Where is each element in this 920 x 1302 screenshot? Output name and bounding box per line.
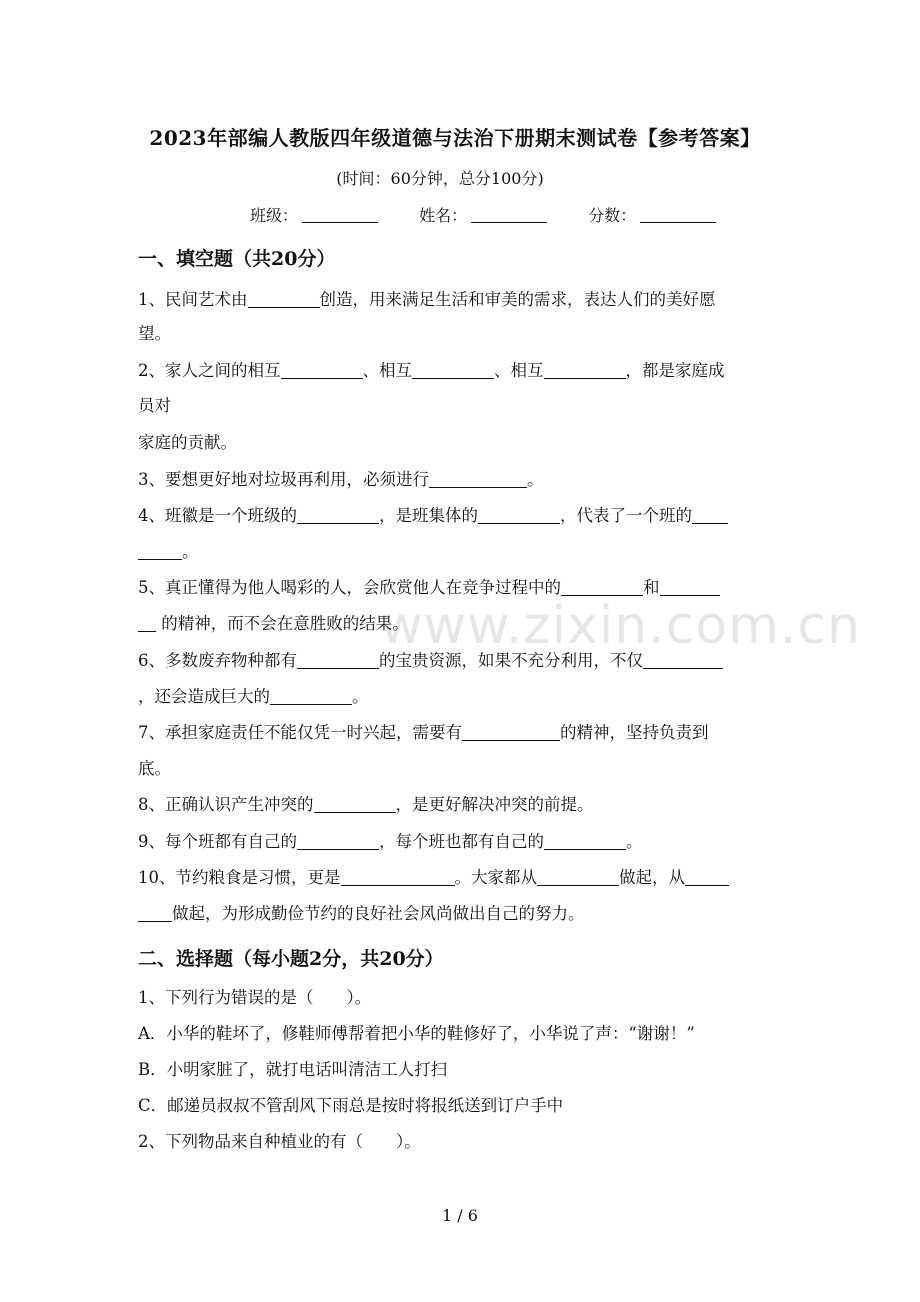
- score-blank[interactable]: [640, 208, 716, 223]
- answer-blank[interactable]: [138, 903, 172, 922]
- answer-blank[interactable]: [544, 360, 626, 379]
- name-blank[interactable]: [471, 208, 547, 223]
- question-1-line-2: 望。: [138, 324, 171, 343]
- answer-blank[interactable]: [561, 577, 643, 596]
- choice-1-option-b[interactable]: B．小明家脏了，就打电话叫清洁工人打扫: [138, 1060, 448, 1079]
- question-2-line-2: 员对: [138, 396, 171, 415]
- question-6-line-1: 6、多数废弃物种都有 的宝贵资源，如果不充分利用，不仅: [138, 643, 723, 679]
- question-1-line-1: 1、民间艺术由 创造，用来满足生活和审美的需求，表达人们的美好愿: [138, 290, 716, 309]
- question-2-line-1: 2、家人之间的相互 、相互 、相互 ，都是家庭成: [138, 361, 725, 380]
- answer-blank[interactable]: [297, 505, 379, 524]
- answer-blank[interactable]: [281, 360, 363, 379]
- choice-1-option-c[interactable]: C．邮递员叔叔不管刮风下雨总是按时将报纸送到订户手中: [138, 1096, 564, 1115]
- answer-blank[interactable]: [462, 722, 560, 741]
- student-info-row: [250, 203, 752, 226]
- answer-blank[interactable]: [685, 867, 729, 886]
- class-field: 班级：: [250, 203, 378, 226]
- question-10-line-2: 做起，为形成勤俭节约的良好社会风尚做出自己的努力。: [138, 896, 585, 932]
- question-10-line-1: 10、节约粮食是习惯，更是 。大家都从 做起，从: [138, 860, 729, 896]
- question-6-line-2: ，还会造成巨大的 。: [138, 687, 369, 706]
- question-3: 3、要想更好地对垃圾再利用，必须进行 。: [138, 470, 544, 489]
- section-heading-multiple-choice: 二、选择题（每小题2分，共20分）: [138, 948, 444, 970]
- choice-question-1: 1、下列行为错误的是（ ）。: [138, 988, 372, 1007]
- answer-blank[interactable]: [270, 686, 352, 705]
- answer-blank[interactable]: [412, 360, 494, 379]
- answer-blank[interactable]: [537, 867, 619, 886]
- answer-blank[interactable]: [314, 794, 396, 813]
- answer-blank[interactable]: [138, 541, 182, 560]
- watermark: www.zixin.com.cn: [380, 596, 861, 656]
- question-7-line-1: 7、承担家庭责任不能仅凭一时兴起，需要有 的精神，坚持负责到: [138, 723, 709, 742]
- class-blank[interactable]: [302, 208, 378, 223]
- answer-blank[interactable]: [341, 867, 455, 886]
- score-field: 分数：: [588, 203, 716, 226]
- answer-blank[interactable]: [429, 469, 527, 488]
- answer-blank[interactable]: [138, 613, 156, 632]
- exam-time-note: (时间：60分钟，总分100分): [336, 169, 544, 188]
- answer-blank[interactable]: [660, 577, 720, 596]
- answer-blank[interactable]: [692, 505, 728, 524]
- answer-blank[interactable]: [544, 831, 626, 850]
- name-field: 姓名：: [419, 203, 547, 226]
- page-number: 1 / 6: [442, 1206, 478, 1225]
- answer-blank[interactable]: [297, 650, 379, 669]
- answer-blank[interactable]: [297, 831, 379, 850]
- section-heading-fill-blank: 一、填空题（共20分）: [138, 248, 336, 270]
- question-5-line-1: 5、真正懂得为他人喝彩的人，会欣赏他人在竞争过程中的 和: [138, 570, 720, 606]
- answer-blank[interactable]: [478, 505, 560, 524]
- choice-1-option-a[interactable]: A．小华的鞋坏了，修鞋师傅帮着把小华的鞋修好了，小华说了声：“谢谢！”: [138, 1024, 695, 1043]
- question-2-line-3: 家庭的贡献。: [138, 433, 237, 452]
- question-8: 8、正确认识产生冲突的 ，是更好解决冲突的前提。: [138, 795, 594, 814]
- page-title: 2023年部编人教版四年级道德与法治下册期末测试卷【参考答案】: [149, 126, 761, 150]
- answer-blank[interactable]: [248, 289, 320, 308]
- choice-question-2: 2、下列物品来自种植业的有（ ）。: [138, 1132, 421, 1151]
- question-5-line-2: 的精神，而不会在意胜败的结果。: [138, 606, 409, 642]
- question-7-line-2: 底。: [138, 759, 171, 778]
- answer-blank[interactable]: [643, 650, 723, 669]
- question-9: 9、每个班都有自己的 ，每个班也都有自己的 。: [138, 832, 643, 851]
- question-4-line-2: 。: [138, 534, 199, 570]
- question-4-line-1: 4、班徽是一个班级的 ，是班集体的 ，代表了一个班的: [138, 498, 728, 534]
